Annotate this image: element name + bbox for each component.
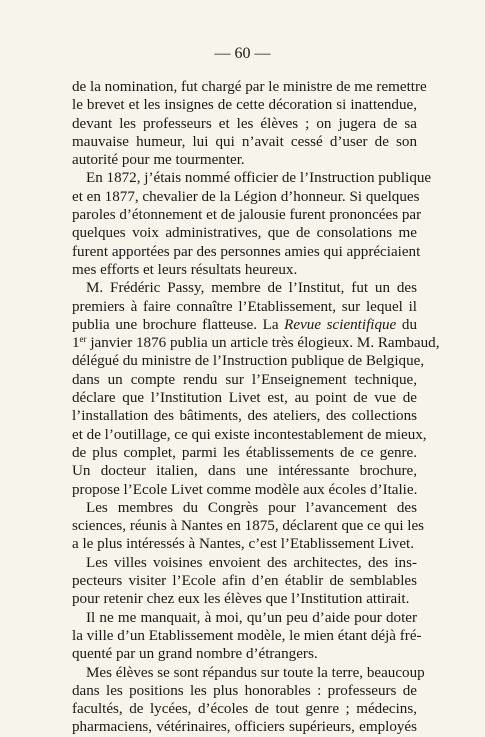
text-line: premiers à faire connaître l’Etablissement, sur lequel il bbox=[72, 298, 417, 315]
text-line: devant les professeurs et les élèves ; on jugera de sa bbox=[72, 115, 417, 132]
text-line: la ville d’un Etablissement modèle, le mien étant déjà fré- bbox=[72, 627, 422, 644]
text-line: de plus complet, parmi les établissements de ce genre. bbox=[72, 444, 417, 461]
paragraph-2 bbox=[72, 169, 432, 279]
text-line: de la nomination, fut chargé par le ministre de me remettre bbox=[72, 79, 427, 95]
paragraph-1 bbox=[72, 78, 427, 169]
text-line: autorité pour me tourmenter. bbox=[72, 152, 245, 169]
text-line: paroles d’étonnement et de jalousie furent prononcées par bbox=[72, 207, 422, 224]
paragraph-3 bbox=[72, 279, 440, 499]
text-line: facultés, de lycées, d’écoles de tout genre ; médecins, bbox=[72, 701, 417, 718]
text-line: Les villes voisines envoient des architectes, des ins- bbox=[86, 554, 417, 571]
text-line: Il ne me manquait, à moi, qu’un peu d’aide pour doter bbox=[86, 609, 417, 626]
text-line: mauvaise humeur, lui qui n’avait cessé d’user de son bbox=[72, 133, 417, 150]
text-line: propose l’Ecole Livet comme modèle aux écoles d’Italie. bbox=[72, 481, 418, 498]
text-line: pour retenir chez eux les élèves que l’Institution attirait. bbox=[72, 591, 410, 608]
text-line: et en 1877, chevalier de la Légion d’honneur. Si quelques bbox=[72, 188, 420, 205]
text-line: quenté par un grand nombre d’étrangers. bbox=[72, 646, 318, 663]
paragraph-5 bbox=[72, 554, 417, 609]
paragraph-7 bbox=[72, 664, 425, 737]
paragraph-6 bbox=[72, 609, 422, 664]
text-line: sciences, réunis à Nantes en 1875, déclarent que ce qui les bbox=[72, 518, 425, 535]
text-line: En 1872, j’étais nommé officier de l’Instruction publique bbox=[86, 170, 432, 187]
text-line: quelques voix administratives, que de consolations me bbox=[72, 225, 417, 242]
text-line: et de l’outillage, ce qui existe incontestablement de mieux, bbox=[72, 426, 427, 443]
paragraph-4 bbox=[72, 499, 425, 554]
text-line: Les membres du Congrès pour l’avancement des bbox=[86, 499, 417, 516]
text-line: dans un compte rendu sur l’Enseignement technique, bbox=[72, 371, 417, 388]
text-line: pecteurs visiter l’Ecole afin d’en établir de semblables bbox=[72, 573, 417, 590]
ordinal-superscript: er bbox=[79, 334, 87, 345]
text-line: Mes élèves se sont répandus sur toute la terre, beaucoup bbox=[86, 664, 425, 681]
text-line-revue: publia une brochure flatteuse. La Revue scientifique du bbox=[72, 316, 417, 333]
text-line: pharmaciens, vétérinaires, officiers supérieurs, employés bbox=[72, 719, 417, 736]
body-text bbox=[72, 78, 440, 737]
text-line: Un docteur italien, dans une intéressante brochure, bbox=[72, 463, 417, 480]
text-line: délégué du ministre de l’Instruction publique de Belgique, bbox=[72, 353, 425, 370]
text-line: a le plus intéressés à Nantes, c’est l’Etablissement Livet. bbox=[72, 536, 415, 553]
text-line: le brevet et les insignes de cette décoration si inattendue, bbox=[72, 97, 417, 114]
text-line: l’installation des bâtiments, des ateliers, des collections bbox=[72, 408, 417, 425]
text-line: déclare que l’Institution Livet est, au point de vue de bbox=[72, 390, 417, 407]
journal-title: Revue scientifique bbox=[284, 316, 397, 333]
text-line: mes efforts et leurs résultats heureux. bbox=[72, 261, 298, 278]
page-number: — 60 — bbox=[214, 45, 271, 62]
text-line: furent apportées par des personnes amies qui appréciaient bbox=[72, 243, 421, 260]
text-line: dans les positions les plus honorables : professeurs de bbox=[72, 682, 417, 699]
text-line-date: 1er janvier 1876 publia un article très élogieux. M. Rambaud, bbox=[72, 334, 440, 352]
text-line: M. Frédéric Passy, membre de l’Institut, fut un des bbox=[86, 280, 417, 297]
